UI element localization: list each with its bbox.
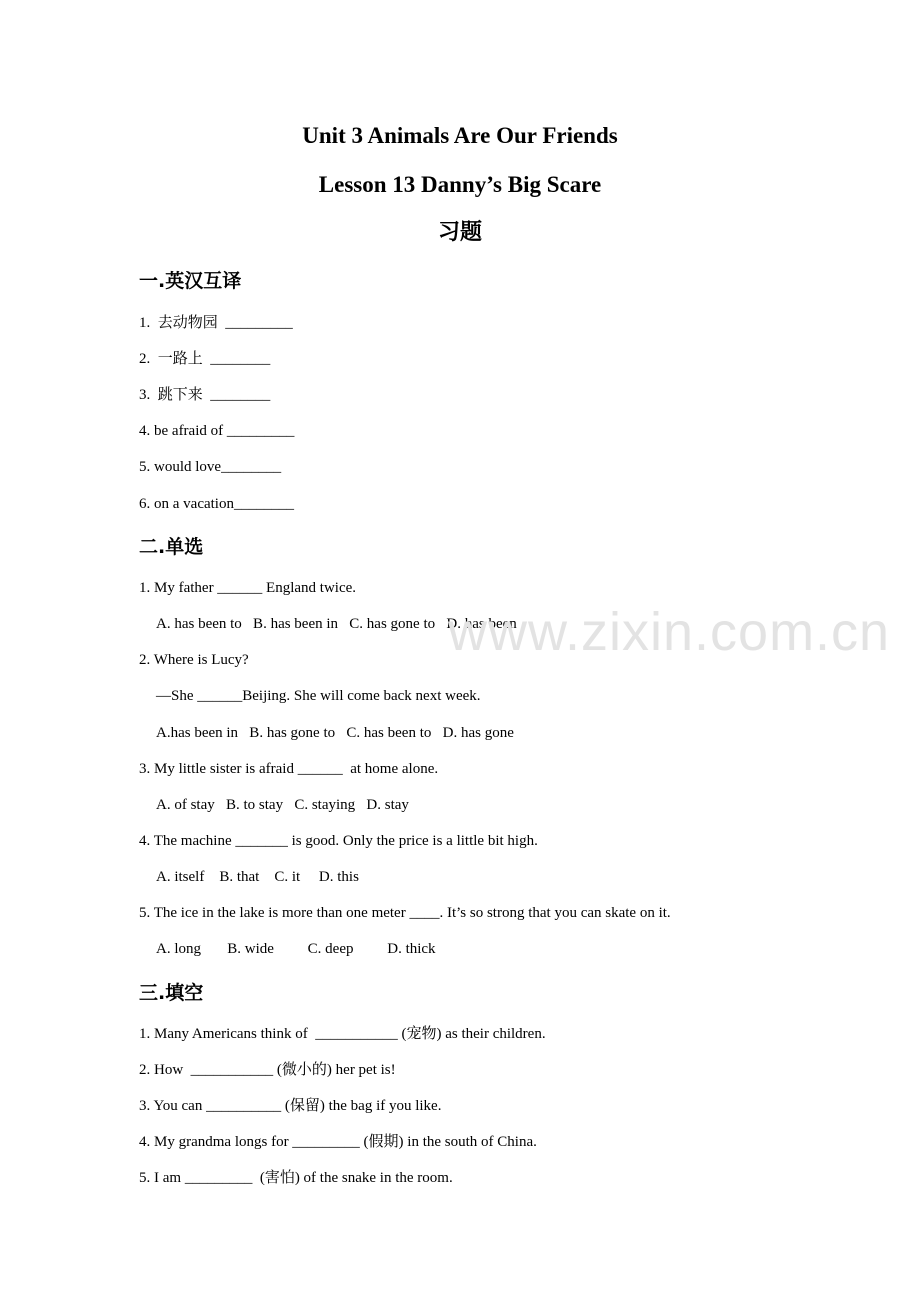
fill-in-item: 4. My grandma longs for _________ (假期) in the south of China. [139, 1134, 537, 1150]
question-stem: 2. Where is Lucy? [139, 652, 249, 668]
fill-in-item: 1. Many Americans think of ___________ (宠物) as their children. [139, 1026, 546, 1042]
translation-item: 5. would love________ [139, 459, 282, 475]
section-heading-multiple-choice: 二.单选 [139, 536, 204, 558]
translation-item: 6. on a vacation________ [139, 496, 294, 512]
fill-in-item: 3. You can __________ (保留) the bag if you like. [139, 1098, 442, 1114]
fill-in-item: 5. I am _________ (害怕) of the snake in the room. [139, 1170, 453, 1186]
question-options: A.has been in B. has gone to C. has been to D. has gone [156, 725, 514, 741]
lesson-title: Lesson 13 Danny’s Big Scare [318, 172, 602, 197]
unit-title: Unit 3 Animals Are Our Friends [302, 123, 618, 148]
translation-item: 3. 跳下来 ________ [139, 387, 271, 403]
question-options: A. has been to B. has been in C. has gone to D. has been [156, 616, 517, 632]
question-stem: 1. My father ______ England twice. [139, 580, 357, 596]
fill-in-item: 2. How ___________ (微小的) her pet is! [139, 1062, 396, 1078]
translation-item: 2. 一路上 ________ [139, 351, 271, 367]
question-options: A. long B. wide C. deep D. thick [156, 941, 436, 957]
question-options: A. itself B. that C. it D. this [156, 869, 359, 885]
question-stem: 3. My little sister is afraid ______ at home alone. [139, 761, 439, 777]
question-stem-continued: —She ______Beijing. She will come back next week. [156, 688, 481, 704]
section-heading-translation: 一.英汉互译 [139, 270, 242, 292]
watermark: www.zixin.com.cn [448, 602, 891, 662]
question-stem: 4. The machine _______ is good. Only the price is a little bit high. [139, 833, 538, 849]
question-options: A. of stay B. to stay C. staying D. stay [156, 797, 409, 813]
translation-item: 4. be afraid of _________ [139, 423, 295, 439]
section-heading-fill-in: 三.填空 [139, 982, 204, 1004]
translation-item: 1. 去动物园 _________ [139, 315, 293, 331]
question-stem: 5. The ice in the lake is more than one meter ____. It’s so strong that you can skate on it. [139, 905, 671, 921]
exercise-title: 习题 [437, 220, 482, 245]
